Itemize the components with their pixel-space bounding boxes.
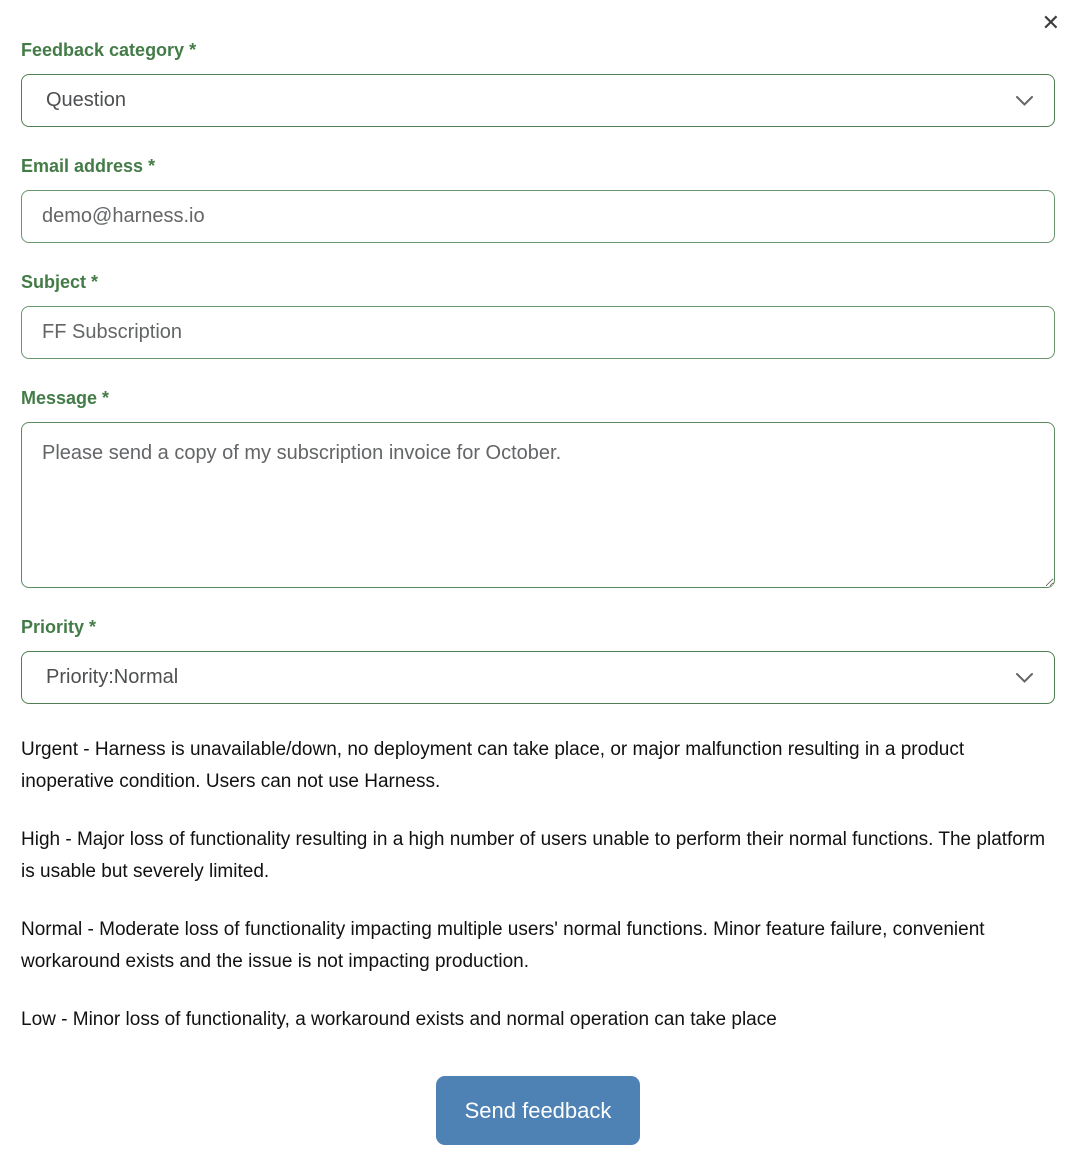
message-field[interactable] [21,422,1055,588]
subject-label: Subject * [21,272,99,292]
priority-description-low: Low - Minor loss of functionality, a workaround exists and normal operation can take place [21,1009,777,1030]
email-field[interactable] [21,190,1055,243]
subject-field[interactable] [21,306,1055,359]
priority-description-urgent: Urgent - Harness is unavailable/down, no deployment can take place, or major malfunction resulting in a product inoperative condition. Users can not use Harness. [21,739,965,792]
submit-row [21,1076,1055,1145]
message-label: Message * [21,388,110,408]
category-select[interactable] [21,74,1055,127]
close-button[interactable] [1038,8,1064,38]
category-select-value: Question [46,89,127,111]
email-label: Email address * [21,156,156,176]
field-group-priority [21,617,1055,704]
priority-select-value: Priority:Normal [46,666,179,688]
chevron-down-icon [1015,95,1034,107]
chevron-down-icon [1015,672,1034,684]
priority-description-high: High - Major loss of functionality resulting in a high number of users unable to perform their normal functions. The platform is usable but severely limited. [21,829,1046,882]
field-group-email [21,156,1055,243]
priority-description-normal: Normal - Moderate loss of functionality impacting multiple users' normal functions. Minor feature failure, convenient workaround exists and the issue is not impacting production. [21,919,985,972]
priority-select[interactable] [21,651,1055,704]
field-group-message [21,388,1055,588]
field-group-category [21,40,1055,127]
send-feedback-button[interactable]: Send feedback [436,1076,641,1145]
category-label: Feedback category * [21,40,197,60]
field-group-subject [21,272,1055,359]
priority-label: Priority * [21,617,97,637]
close-icon: ✕ [1041,10,1060,35]
